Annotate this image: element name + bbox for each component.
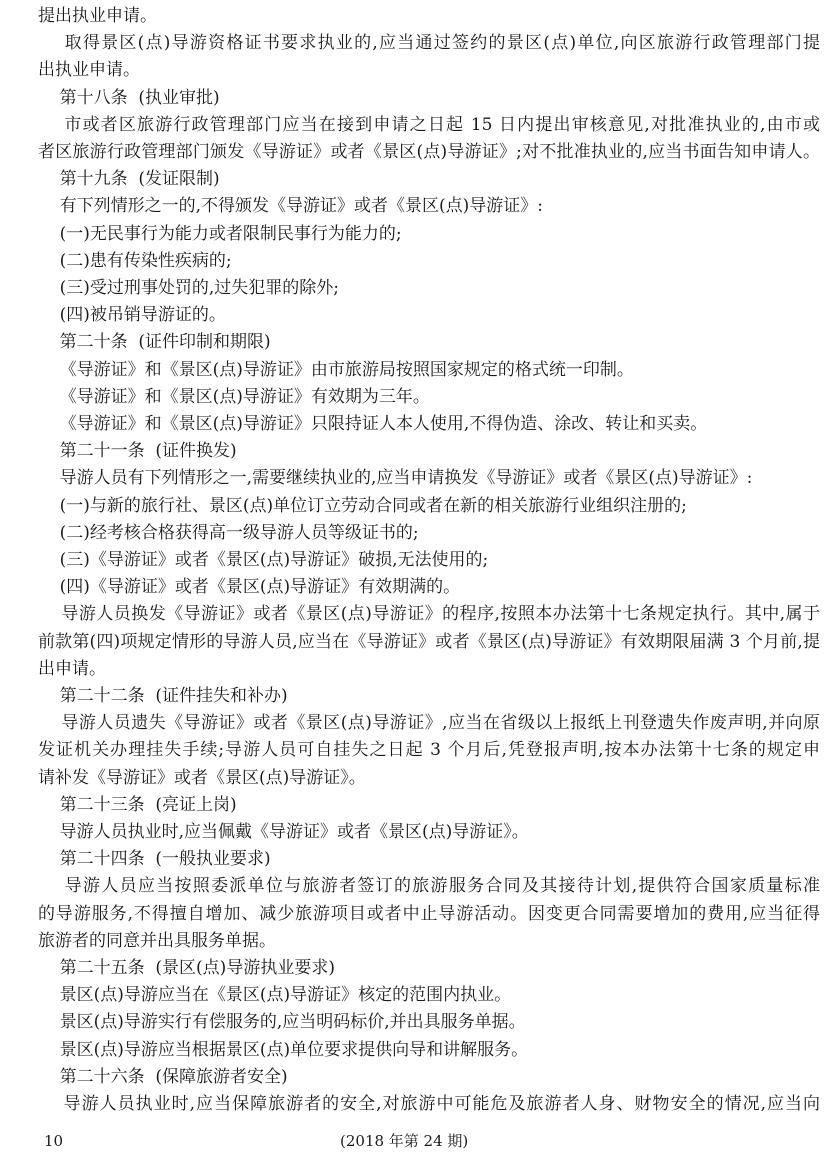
text-line: 景区(点)导游应当根据景区(点)单位要求提供向导和讲解服务。 xyxy=(38,1039,529,1060)
text-line: 前款第(四)项规定情形的导游人员,应当在《导游证》或者《景区(点)导游证》有效期限届满 3 个月前,提 xyxy=(38,631,820,652)
text-line: 导游人员应当按照委派单位与旅游者签订的旅游服务合同及其接待计划,提供符合国家质量标准 xyxy=(38,876,820,897)
text-line: 《导游证》和《景区(点)导游证》只限持证人本人使用,不得伪造、涂改、转让和买卖。 xyxy=(38,414,708,434)
page-number: 10 xyxy=(44,1132,64,1150)
text-line: 导游人员执业时,应当保障旅游者的安全,对旅游中可能危及旅游者人身、财物安全的情况,应当向 xyxy=(38,1094,820,1114)
text-line: (一)无民事行为能力或者限制民事行为能力的; xyxy=(38,223,402,244)
text-line: 发证机关办理挂失手续;导游人员可自挂失之日起 3 个月后,凭登报声明,按本办法第十七条的规定申 xyxy=(38,740,820,761)
text-line: (一)与新的旅行社、景区(点)单位订立劳动合同或者在新的相关旅游行业组织注册的; xyxy=(38,495,687,516)
text-line: (四)《导游证》或者《景区(点)导游证》有效期满的。 xyxy=(38,577,461,598)
text-line: 景区(点)导游应当在《景区(点)导游证》核定的范围内执业。 xyxy=(38,985,512,1006)
text-line: 《导游证》和《景区(点)导游证》由市旅游局按照国家规定的格式统一印制。 xyxy=(38,359,634,380)
text-line: (三)《导游证》或者《景区(点)导游证》破损,无法使用的; xyxy=(38,550,489,570)
text-line: 出申请。 xyxy=(38,658,106,679)
text-line: 第二十五条 (景区(点)导游执业要求) xyxy=(38,958,335,978)
text-line: 第二十二条 (证件挂失和补办) xyxy=(38,686,288,706)
text-line: 的导游服务,不得擅自增加、减少旅游项目或者中止导游活动。因变更合同需要增加的费用,应当征得 xyxy=(38,903,820,924)
text-line: 导游人员执业时,应当佩戴《导游证》或者《景区(点)导游证》。 xyxy=(38,822,529,842)
issue-label: (2018 年第 24 期) xyxy=(340,1132,469,1150)
text-line: 第二十六条 (保障旅游者安全) xyxy=(38,1066,288,1087)
text-line: 请补发《导游证》或者《景区(点)导游证》。 xyxy=(38,767,366,788)
text-line: (二)经考核合格获得高一级导游人员等级证书的; xyxy=(38,522,419,543)
text-line: 第二十条 (证件印制和期限) xyxy=(38,332,271,353)
text-line: 提出执业申请。 xyxy=(38,6,157,26)
text-line: 第二十四条 (一般执业要求) xyxy=(38,849,271,870)
text-line: 《导游证》和《景区(点)导游证》有效期为三年。 xyxy=(38,386,430,407)
text-line: (三)受过刑事处罚的,过失犯罪的除外; xyxy=(38,278,340,298)
text-line: 第十八条 (执业审批) xyxy=(38,87,220,108)
text-line: 导游人员换发《导游证》或者《景区(点)导游证》的程序,按照本办法第十七条规定执行。其中,属于 xyxy=(38,604,820,625)
text-line: 出执业申请。 xyxy=(38,60,140,81)
text-line: 第二十三条 (亮证上岗) xyxy=(38,794,237,815)
text-line: 市或者区旅游行政管理部门应当在接到申请之日起 15 日内提出审核意见,对批准执业的,由市或 xyxy=(38,114,820,135)
text-line: (二)患有传染性疾病的; xyxy=(38,250,232,271)
text-line: 第十九条 (发证限制) xyxy=(38,169,220,190)
text-line: 取得景区(点)导游资格证书要求执业的,应当通过签约的景区(点)单位,向区旅游行政管理部门提 xyxy=(38,33,820,54)
text-line: 景区(点)导游实行有偿服务的,应当明码标价,并出具服务单据。 xyxy=(38,1012,526,1033)
text-line: 导游人员有下列情形之一,需要继续执业的,应当申请换发《导游证》或者《景区(点)导游证》: xyxy=(38,468,753,489)
text-line: 导游人员遗失《导游证》或者《景区(点)导游证》,应当在省级以上报纸上刊登遗失作废声明,并向原 xyxy=(38,713,820,734)
text-line: 第二十一条 (证件换发) xyxy=(38,441,237,462)
text-line: (四)被吊销导游证的。 xyxy=(38,305,226,326)
text-line: 有下列情形之一的,不得颁发《导游证》或者《景区(点)导游证》: xyxy=(38,196,544,217)
text-line: 者区旅游行政管理部门颁发《导游证》或者《景区(点)导游证》;对不批准执业的,应当书面告知申请人。 xyxy=(38,142,820,162)
text-line: 旅游者的同意并出具服务单据。 xyxy=(38,930,276,951)
